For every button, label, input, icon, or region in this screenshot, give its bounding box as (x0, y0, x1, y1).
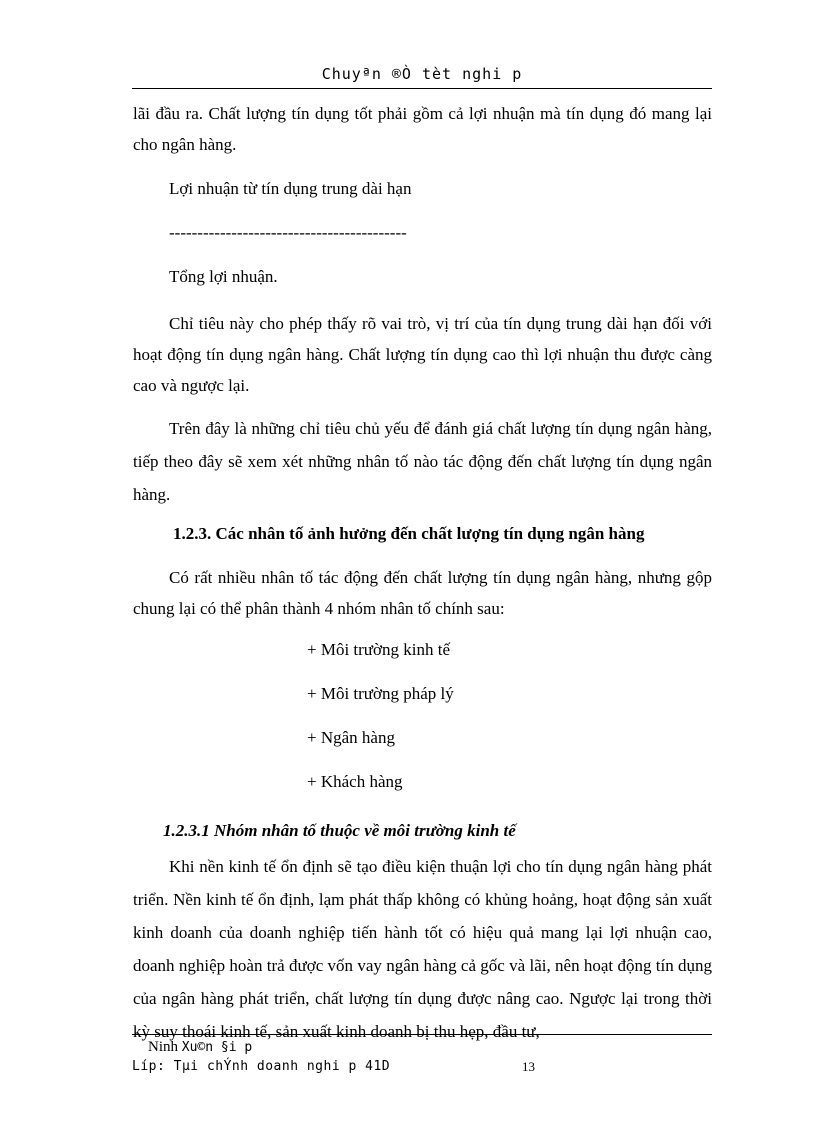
paragraph-economic-environment: Khi nền kinh tế ổn định sẽ tạo điều kiện thuận lợi cho tín dụng ngân hàng phát triển. Nền kinh tế ổn định, lạm phát thấp không có khủng hoảng, hoạt động sản xuất kinh doanh của doanh nghiệp tiến hành tốt có hiệu quả mang lại lợi nhuận cao, doanh nghiệp hoàn trả được vốn vay ngân hàng cả gốc và lãi, nên hoạt động tín dụng của ngân hàng phát triển, chất lượng tín dụng được nâng cao. Ngược lại trong thời kỳ suy thoái kinh tế, sản xuất kinh doanh bị thu hẹp, đầu tư, (133, 857, 712, 1041)
footer-class: Líp: Tµi chÝnh doanh nghi p 41D (132, 1059, 391, 1074)
formula-denominator: Tổng lợi nhuận. (169, 267, 278, 286)
factor-item: + Môi trường pháp lý (307, 684, 454, 703)
paragraph-summary: Trên đây là những chỉ tiêu chủ yếu để đánh giá chất lượng tín dụng ngân hàng, tiếp theo đây sẽ xem xét những nhân tố nào tác động đến chất lượng tín dụng ngân hàng. (133, 419, 712, 504)
paragraph-indicator: Chỉ tiêu này cho phép thấy rõ vai trò, vị trí của tín dụng trung dài hạn đối với hoạt động tín dụng ngân hàng. Chất lượng tín dụng cao thì lợi nhuận thu được càng cao và ngược lại. (133, 314, 712, 395)
page-number: 13 (522, 1059, 535, 1074)
paragraph-factors-intro: Có rất nhiều nhân tố tác động đến chất lượng tín dụng ngân hàng, nhưng gộp chung lại có thể phân thành 4 nhóm nhân tố chính sau: (133, 568, 712, 618)
formula-numerator: Lợi nhuận từ tín dụng trung dài hạn (169, 179, 412, 198)
document-body (133, 0, 712, 1041)
heading-1-2-3-1: 1.2.3.1 Nhóm nhân tố thuộc về môi trường kinh tế (163, 821, 516, 840)
formula-line: ------------------------------------------ (169, 223, 407, 242)
factor-item: + Khách hàng (307, 772, 403, 791)
factor-item: + Môi trường kinh tế (307, 640, 451, 659)
footer-rule (132, 1034, 712, 1035)
factor-item: + Ngân hàng (307, 728, 395, 747)
paragraph-intro: lãi đầu ra. Chất lượng tín dụng tốt phải gồm cả lợi nhuận mà tín dụng đó mang lại cho ngân hàng. (133, 104, 712, 154)
author-rest-name: Xu©n §i p (181, 1040, 253, 1055)
page-header: Chuyªn ®Ò tèt nghi p (321, 65, 523, 83)
heading-1-2-3: 1.2.3. Các nhân tố ảnh hưởng đến chất lượng tín dụng ngân hàng (173, 524, 645, 543)
footer-author (148, 1038, 252, 1057)
author-first-name: Ninh (148, 1039, 178, 1055)
